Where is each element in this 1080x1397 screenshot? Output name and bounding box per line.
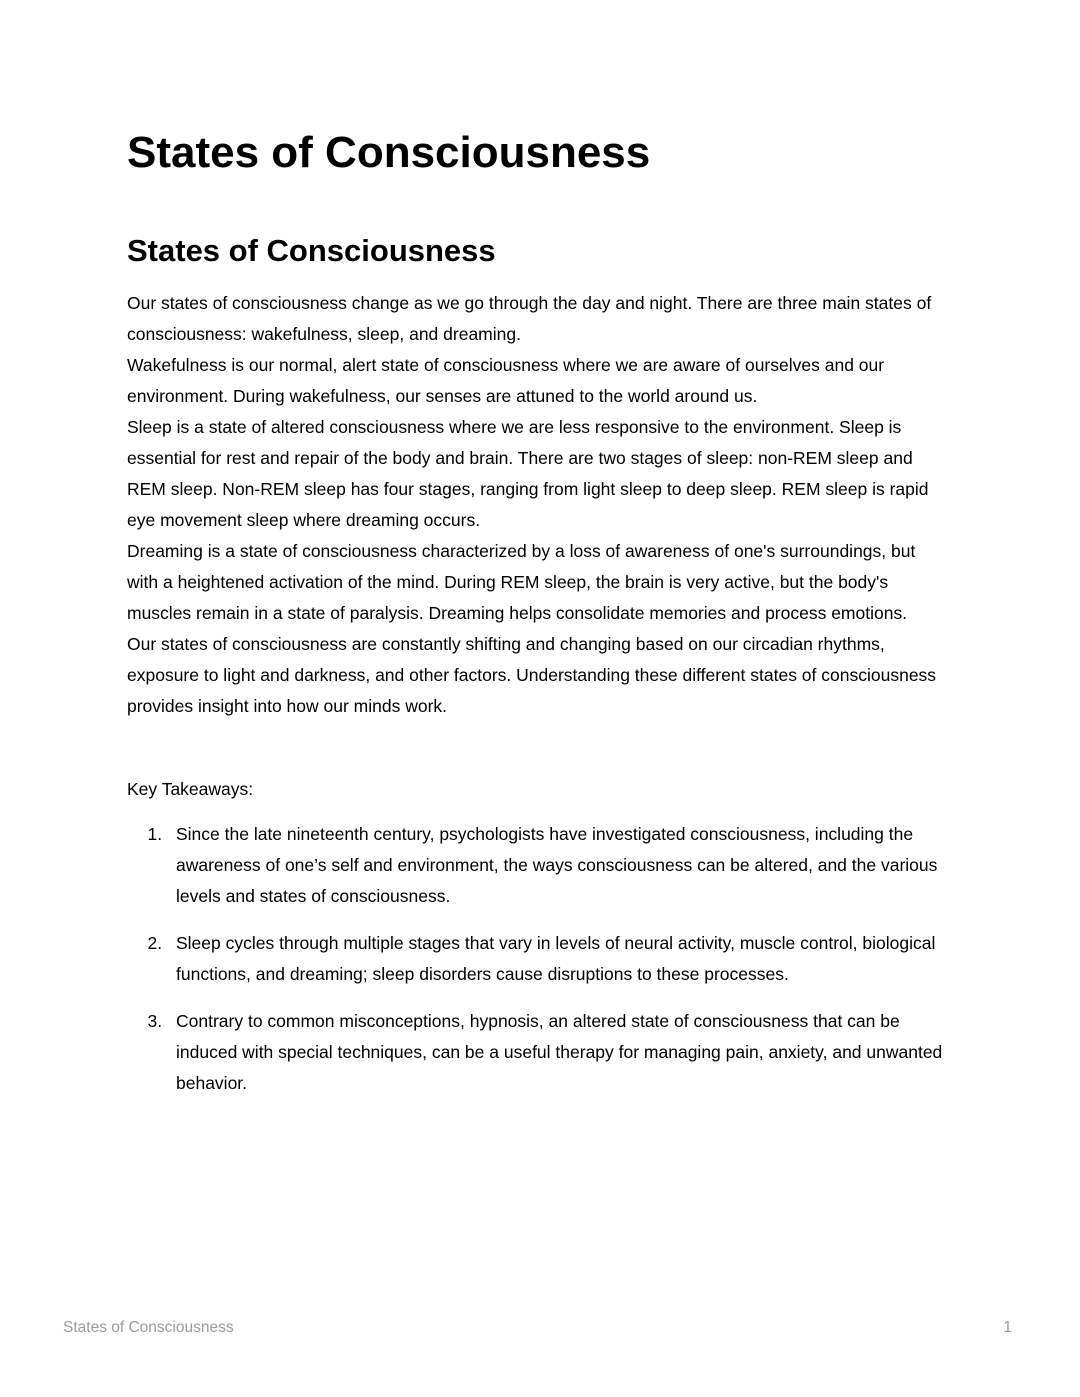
paragraph-intro: Our states of consciousness change as we go through the day and night. There are three main states of consciousness: wakefulness, sleep, and dreaming.: [127, 293, 932, 345]
footer-page-number: 1: [1003, 1319, 1012, 1336]
paragraph-sleep: Sleep is a state of altered consciousness where we are less responsive to the environment. Sleep is essential for rest and repair of the body and brain. There are two stages of sleep: non-REM sleep and REM sleep. Non-REM sleep has four stages, ranging from light sleep to deep sleep. REM sleep is rapid eye movement sleep where dreaming occurs.: [127, 417, 929, 531]
page-footer: [63, 1318, 1012, 1338]
footer-document-title: States of Consciousness: [63, 1319, 234, 1336]
paragraph-summary: Our states of consciousness are constantly shifting and changing based on our circadian rhythms, exposure to light and darkness, and other factors. Understanding these different states of consciousness provides insight into how our minds work.: [127, 634, 937, 717]
takeaway-item-2: 2. Sleep cycles through multiple stages that vary in levels of neural activity, muscle control, biological functions, and dreaming; sleep disorders cause disruptions to these processes.: [167, 928, 950, 990]
key-takeaways-label: Key Takeaways:: [127, 779, 254, 800]
section-heading: States of Consciousness: [127, 232, 496, 268]
takeaway-item-1: 1. Since the late nineteenth century, psychologists have investigated consciousness, including the awareness of one’s self and environment, the ways consciousness can be altered, and the various levels and states of consciousness.: [167, 819, 950, 912]
takeaways-list: [127, 819, 950, 1099]
takeaway-item-3: 3. Contrary to common misconceptions, hypnosis, an altered state of consciousness that can be induced with special techniques, can be a useful therapy for managing pain, anxiety, and unwanted behavior.: [167, 1006, 950, 1099]
paragraph-wakefulness: Wakefulness is our normal, alert state of consciousness where we are aware of ourselves and our environment. During wakefulness, our senses are attuned to the world around us.: [127, 355, 885, 407]
paragraph-dreaming: Dreaming is a state of consciousness characterized by a loss of awareness of one's surroundings, but with a heightened activation of the mind. During REM sleep, the brain is very active, but the body's muscles remain in a state of paralysis. Dreaming helps consolidate memories and process emotions.: [127, 541, 916, 624]
page-title: States of Consciousness: [127, 128, 651, 177]
body-text: [127, 288, 950, 722]
